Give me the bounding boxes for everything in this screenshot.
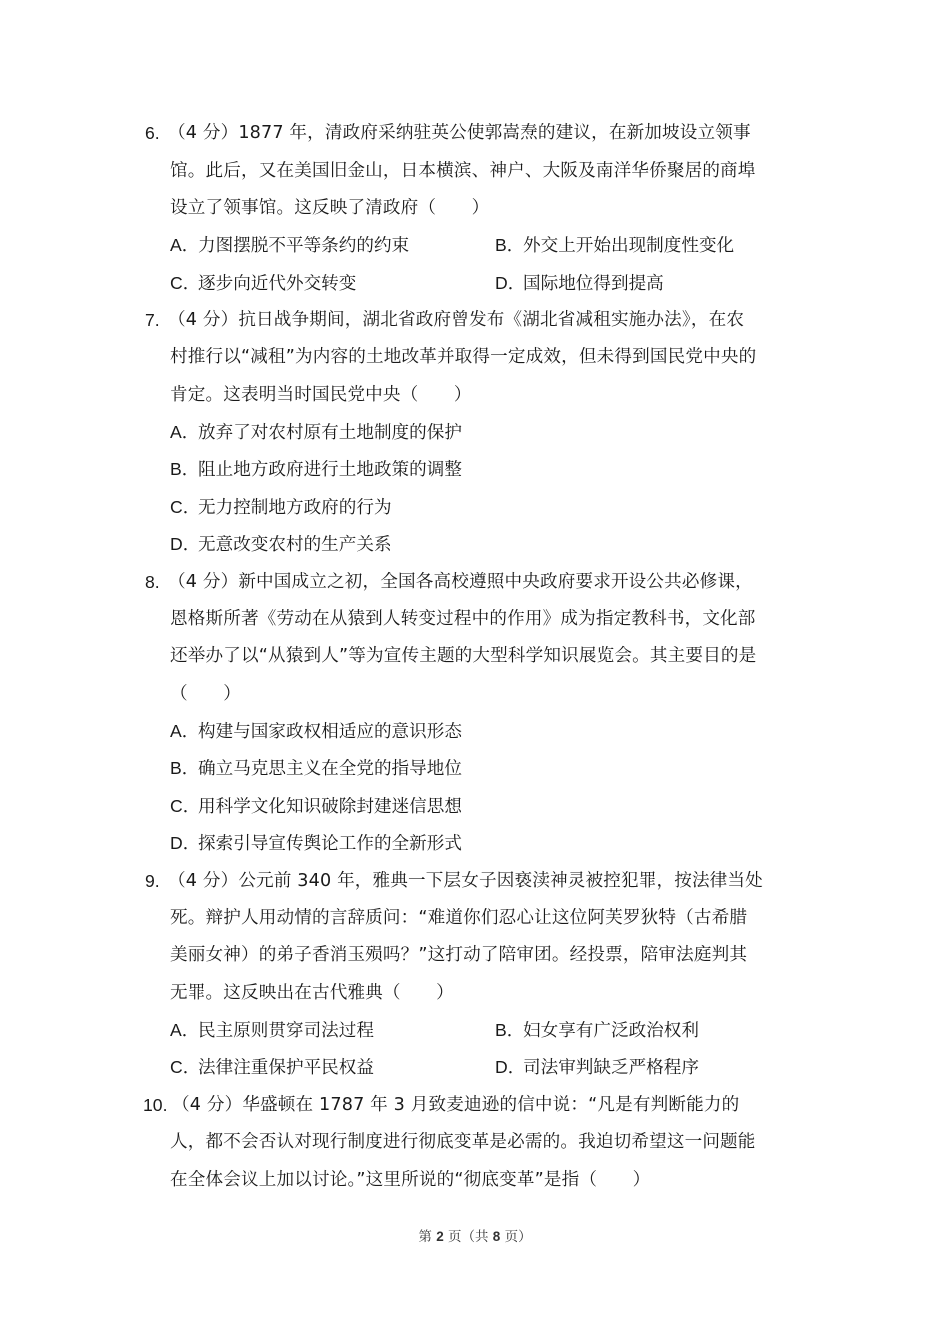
option-text: 无意改变农村的生产关系 bbox=[198, 535, 392, 555]
option-d[interactable] bbox=[170, 832, 462, 855]
question-text-line: 设立了领事馆。这反映了清政府（ ） bbox=[170, 198, 490, 218]
question-text-line: （4 分）1877 年，清政府采纳驻英公使郭嵩焘的建议，在新加坡设立领事 bbox=[168, 123, 751, 143]
option-letter: C． bbox=[170, 1057, 201, 1077]
page-footer bbox=[0, 1228, 950, 1246]
option-text: 法律注重保护平民权益 bbox=[198, 1058, 374, 1078]
question-number: 8. bbox=[145, 572, 160, 592]
option-letter: A． bbox=[170, 1020, 200, 1040]
option-text: 逐步向近代外交转变 bbox=[198, 274, 357, 294]
option-d[interactable] bbox=[170, 533, 392, 556]
option-letter: A． bbox=[170, 721, 200, 741]
option-letter: C． bbox=[170, 796, 201, 816]
question-text-line: 死。辩护人用动情的言辞质问：“难道你们忍心让这位阿芙罗狄特（古希腊 bbox=[170, 908, 748, 928]
option-text: 国际地位得到提高 bbox=[523, 274, 664, 294]
option-c[interactable] bbox=[170, 496, 392, 519]
question-text-line: 肯定。这表明当时国民党中央（ ） bbox=[170, 385, 472, 405]
option-c[interactable] bbox=[170, 795, 462, 818]
option-a[interactable] bbox=[170, 1019, 374, 1042]
option-b[interactable] bbox=[170, 757, 462, 780]
question-number: 6. bbox=[145, 123, 160, 143]
option-text: 阻止地方政府进行土地政策的调整 bbox=[198, 460, 462, 480]
option-letter: B． bbox=[495, 235, 525, 255]
option-letter: B． bbox=[170, 459, 200, 479]
option-letter: B． bbox=[170, 758, 200, 778]
option-text: 构建与国家政权相适应的意识形态 bbox=[198, 722, 462, 742]
option-d[interactable] bbox=[495, 272, 664, 295]
question-text-line: （4 分）公元前 340 年，雅典一下层女子因亵渎神灵被控犯罪，按法律当处 bbox=[168, 871, 763, 891]
current-page-number: 2 bbox=[436, 1229, 444, 1244]
option-letter: C． bbox=[170, 497, 201, 517]
question-text-line: 还举办了以“从猿到人”等为宣传主题的大型科学知识展览会。其主要目的是 bbox=[170, 646, 757, 666]
footer-prefix: 第 bbox=[418, 1229, 437, 1245]
option-b[interactable] bbox=[495, 1019, 699, 1042]
question-text-line: 恩格斯所著《劳动在从猿到人转变过程中的作用》成为指定教科书，文化部 bbox=[170, 609, 756, 629]
question-number: 9. bbox=[145, 871, 160, 891]
option-letter: C． bbox=[170, 273, 201, 293]
option-text: 放弃了对农村原有土地制度的保护 bbox=[198, 423, 462, 443]
option-c[interactable] bbox=[170, 272, 356, 295]
option-text: 外交上开始出现制度性变化 bbox=[523, 236, 735, 256]
option-a[interactable] bbox=[170, 234, 409, 257]
option-b[interactable] bbox=[170, 458, 462, 481]
question-text-line: （4 分）新中国成立之初，全国各高校遵照中央政府要求开设公共必修课， bbox=[168, 572, 753, 592]
option-a[interactable] bbox=[170, 720, 462, 743]
question-text-line: （ ） bbox=[170, 684, 241, 704]
question-text-line: 村推行以“减租”为内容的土地改革并取得一定成效，但未得到国民党中央的 bbox=[170, 347, 757, 367]
question-text-line: 美丽女神）的弟子香消玉殒吗？”这打动了陪审团。经投票，陪审法庭判其 bbox=[170, 945, 748, 965]
option-text: 确立马克思主义在全党的指导地位 bbox=[198, 759, 462, 779]
option-text: 用科学文化知识破除封建迷信思想 bbox=[198, 797, 462, 817]
question-text-line: （4 分）抗日战争期间，湖北省政府曾发布《湖北省减租实施办法》，在农 bbox=[168, 310, 745, 330]
total-pages-number: 8 bbox=[492, 1229, 501, 1244]
question-number: 7. bbox=[145, 310, 160, 330]
question-text-line: （4 分）华盛顿在 1787 年 3 月致麦迪逊的信中说：“凡是有判断能力的 bbox=[172, 1095, 740, 1115]
option-text: 民主原则贯穿司法过程 bbox=[198, 1021, 374, 1041]
option-text: 力图摆脱不平等条约的约束 bbox=[198, 236, 410, 256]
option-text: 无力控制地方政府的行为 bbox=[198, 498, 392, 518]
option-letter: D． bbox=[495, 1057, 526, 1077]
footer-middle: 页（共 bbox=[443, 1229, 493, 1245]
option-letter: A． bbox=[170, 235, 200, 255]
option-text: 妇女享有广泛政治权利 bbox=[523, 1021, 699, 1041]
option-text: 司法审判缺乏严格程序 bbox=[523, 1058, 699, 1078]
question-text-line: 在全体会议上加以讨论。”这里所说的“彻底变革”是指（ ） bbox=[170, 1170, 651, 1190]
question-text-line: 人，都不会否认对现行制度进行彻底变革是必需的。我迫切希望这一问题能 bbox=[170, 1132, 756, 1152]
option-b[interactable] bbox=[495, 234, 734, 257]
option-letter: A． bbox=[170, 422, 200, 442]
footer-suffix: 页） bbox=[500, 1229, 532, 1245]
question-number: 10. bbox=[143, 1095, 168, 1115]
option-c[interactable] bbox=[170, 1056, 374, 1079]
question-text-line: 无罪。这反映出在古代雅典（ ） bbox=[170, 983, 454, 1003]
option-letter: B． bbox=[495, 1020, 525, 1040]
option-letter: D． bbox=[170, 534, 201, 554]
option-text: 探索引导宣传舆论工作的全新形式 bbox=[198, 834, 462, 854]
option-letter: D． bbox=[495, 273, 526, 293]
option-a[interactable] bbox=[170, 421, 462, 444]
question-text-line: 馆。此后，又在美国旧金山，日本横滨、神户、大阪及南洋华侨聚居的商埠 bbox=[170, 161, 756, 181]
option-letter: D． bbox=[170, 833, 201, 853]
option-d[interactable] bbox=[495, 1056, 699, 1079]
